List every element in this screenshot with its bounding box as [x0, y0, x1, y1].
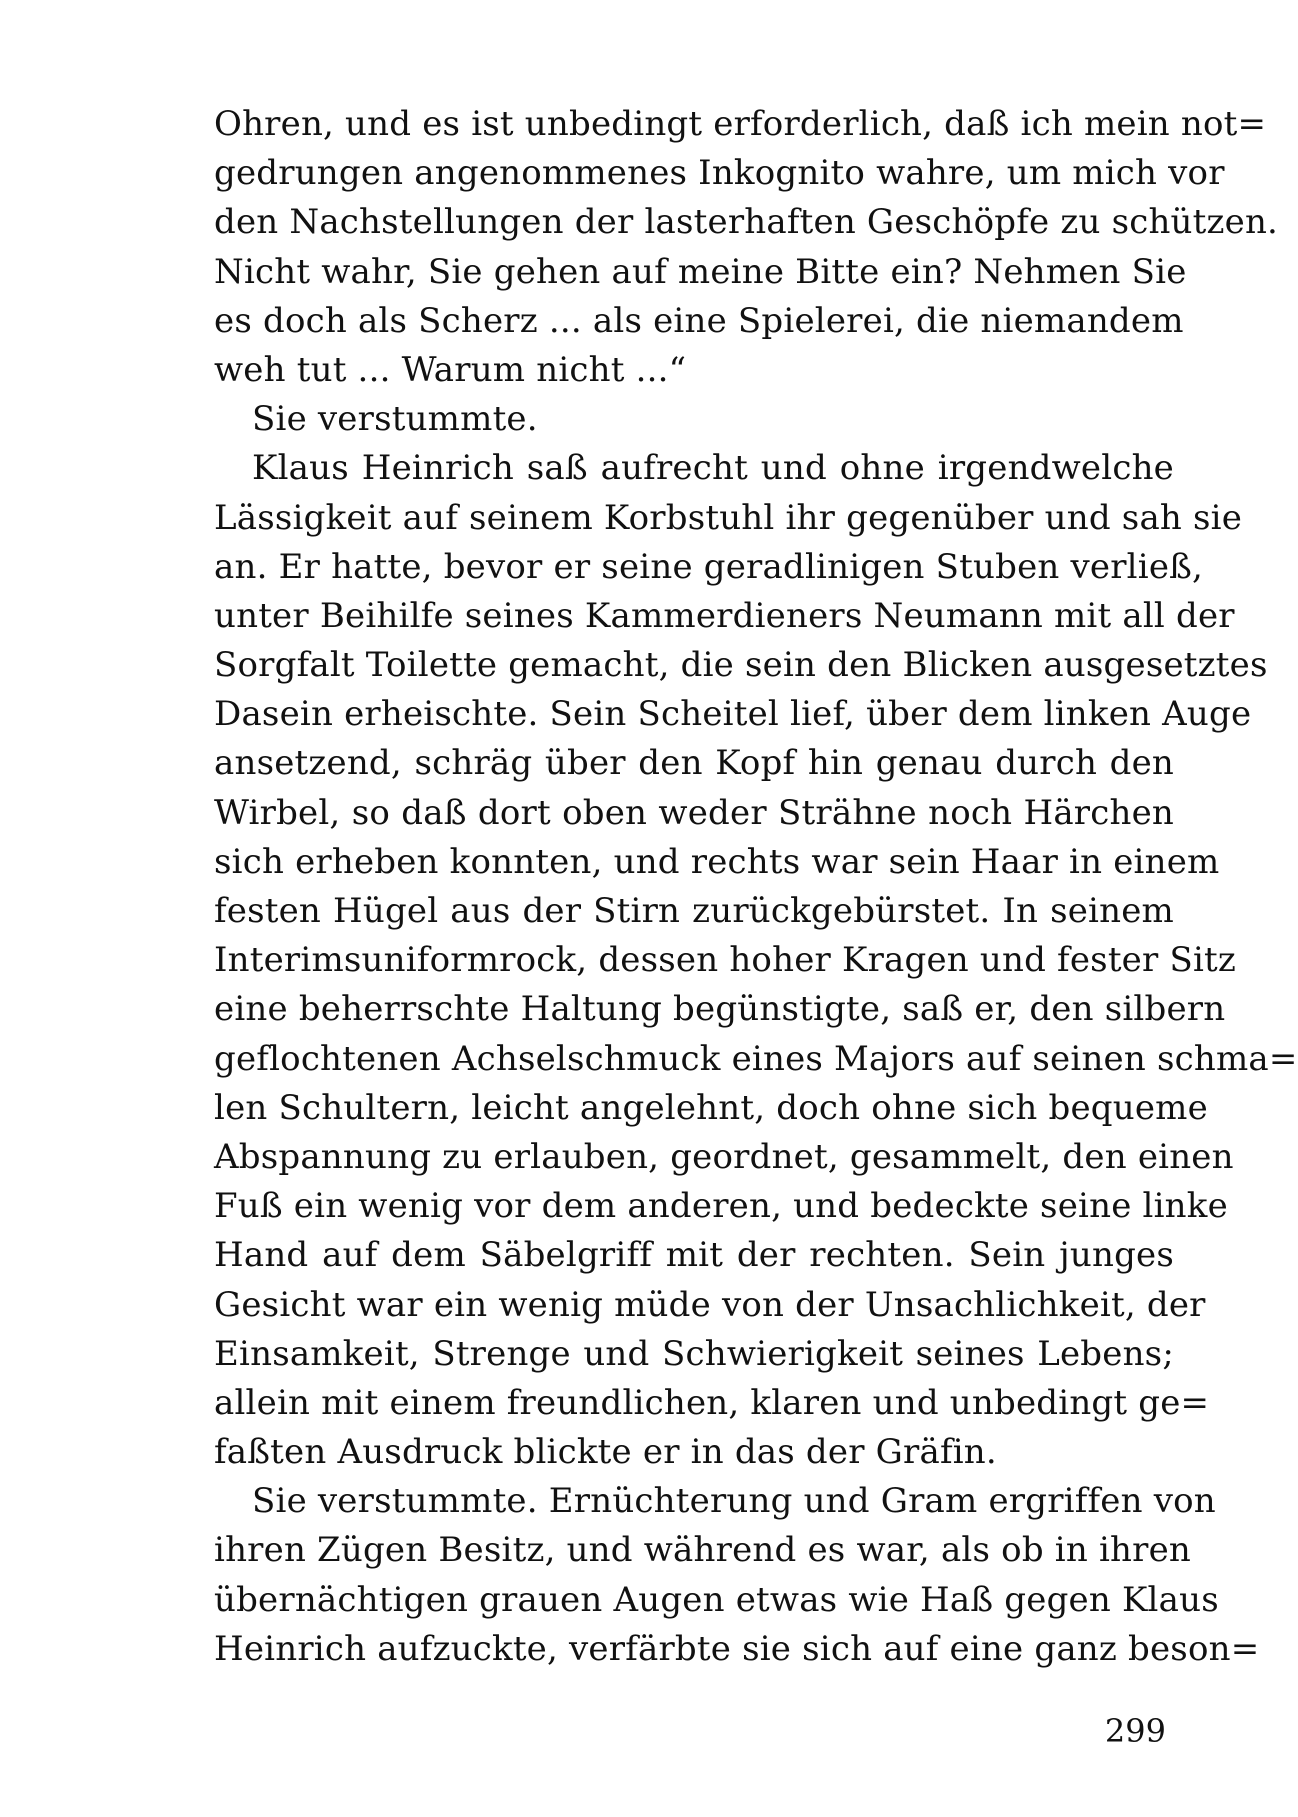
- text-line: allein mit einem freundlichen, klaren und unbedingt ge=: [214, 1382, 1210, 1423]
- text-line: Lässigkeit auf seinem Korbstuhl ihr gegenüber und sah sie: [214, 497, 1243, 538]
- text-line: den Nachstellungen der lasterhaften Geschöpfe zu schützen.: [214, 202, 1279, 243]
- text-line: unter Beihilfe seines Kammerdieners Neumann mit all der: [214, 595, 1235, 636]
- text-line: Wirbel, so daß dort oben weder Strähne noch Härchen: [214, 792, 1174, 833]
- text-line: Fuß ein wenig vor dem anderen, und bedeckte seine linke: [214, 1186, 1228, 1227]
- text-line: len Schultern, leicht angelehnt, doch ohne sich bequeme: [214, 1087, 1208, 1128]
- paragraph: [214, 1477, 1260, 1674]
- text-line: faßten Ausdruck blickte er in das der Gräfin.: [214, 1432, 997, 1473]
- text-line: Ohren, und es ist unbedingt erforderlich, daß ich mein not=: [214, 104, 1267, 144]
- text-line: geflochtenen Achselschmuck eines Majors auf seinen schma=: [214, 1038, 1298, 1079]
- text-line: Einsamkeit, Strenge und Schwierigkeit seines Lebens;: [214, 1333, 1174, 1374]
- text-line: eine beherrschte Haltung begünstigte, saß er, den silbern: [214, 989, 1226, 1030]
- text-line: es doch als Scherz ... als eine Spielerei, die niemandem: [214, 300, 1184, 341]
- body-text: [214, 100, 1298, 1674]
- text-line: Sie verstummte.: [252, 399, 538, 440]
- text-line: Klaus Heinrich saß aufrecht und ohne irgendwelche: [252, 448, 1174, 489]
- text-line: Interimsuniformrock, dessen hoher Kragen und fester Sitz: [214, 940, 1237, 981]
- text-line: Nicht wahr, Sie gehen auf meine Bitte ein? Nehmen Sie: [214, 251, 1187, 292]
- text-line: sich erheben konnten, und rechts war sein Haar in einem: [214, 841, 1220, 882]
- text-line: ihren Zügen Besitz, und während es war, als ob in ihren: [214, 1530, 1192, 1571]
- text-line: Abspannung zu erlauben, geordnet, gesammelt, den einen: [214, 1136, 1234, 1177]
- text-line: gedrungen angenommenes Inkognito wahre, um mich vor: [214, 153, 1225, 194]
- page-number: 299: [1104, 1712, 1166, 1750]
- paragraph: [214, 444, 1298, 1477]
- text-line: Sorgfalt Toilette gemacht, die sein den Blicken ausgesetztes: [214, 645, 1268, 686]
- text-line: übernächtigen grauen Augen etwas wie Haß gegen Klaus: [214, 1579, 1219, 1620]
- text-line: Dasein erheischte. Sein Scheitel lief, über dem linken Auge: [214, 694, 1252, 735]
- paragraph: [214, 100, 1279, 395]
- paragraph: [214, 395, 1174, 444]
- text-line: ansetzend, schräg über den Kopf hin genau durch den: [214, 743, 1174, 784]
- text-line: festen Hügel aus der Stirn zurückgebürstet. In seinem: [214, 891, 1174, 931]
- text-line: Sie verstummte. Ernüchterung und Gram ergriffen von: [252, 1481, 1216, 1522]
- text-line: Heinrich aufzuckte, verfärbte sie sich auf eine ganz beson=: [214, 1628, 1260, 1669]
- text-line: Gesicht war ein wenig müde von der Unsachlichkeit, der: [214, 1284, 1206, 1325]
- text-line: Hand auf dem Säbelgriff mit der rechten. Sein junges: [214, 1235, 1174, 1276]
- text-line: an. Er hatte, bevor er seine geradlinigen Stuben verließ,: [214, 546, 1204, 587]
- text-line: weh tut ... Warum nicht ...“: [214, 349, 687, 390]
